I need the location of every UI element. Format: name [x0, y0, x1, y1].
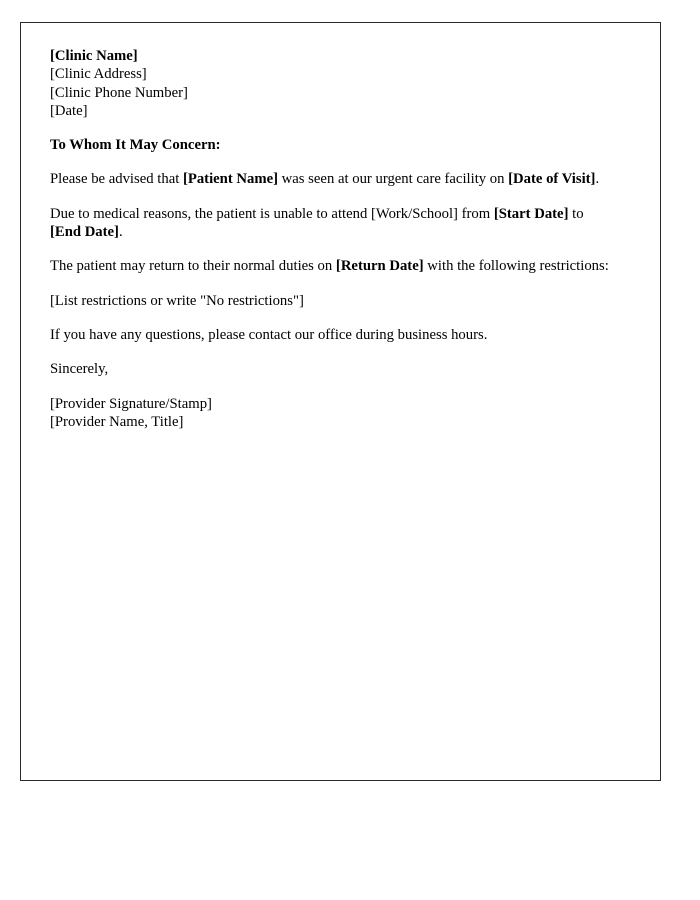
absence-text-part1: Due to medical reasons, the patient is unable to attend	[50, 205, 371, 222]
placeholder-date-of-visit: [Date of Visit]	[508, 171, 596, 188]
salutation: To Whom It May Concern:	[50, 137, 221, 154]
closing: Sincerely,	[50, 361, 109, 378]
placeholder-start-date: [Start Date]	[493, 205, 569, 222]
provider-name-title: [Provider Name, Title]	[50, 413, 184, 430]
visit-text-part1: Please be advised that	[50, 171, 183, 188]
paragraph-return	[50, 257, 612, 275]
return-text-part2: with the following restrictions:	[423, 258, 609, 275]
clinic-name: [Clinic Name]	[50, 48, 138, 64]
placeholder-work-school: [Work/School]	[371, 205, 458, 222]
provider-signature-stamp: [Provider Signature/Stamp]	[50, 395, 212, 412]
absence-text-part4: .	[118, 224, 123, 241]
placeholder-end-date: [End Date]	[50, 224, 119, 241]
absence-text-part3: to	[568, 205, 588, 222]
document-page	[20, 22, 661, 781]
placeholder-patient-name: [Patient Name]	[182, 171, 278, 188]
paragraph-absence	[50, 205, 612, 242]
placeholder-return-date: [Return Date]	[335, 258, 424, 275]
paragraph-questions: If you have any questions, please contact our office during business hours.	[50, 326, 488, 343]
clinic-header-block	[50, 47, 612, 120]
visit-text-part2: was seen at our urgent care facility on	[278, 171, 509, 188]
clinic-phone-number: [Clinic Phone Number]	[50, 84, 188, 101]
paragraph-restrictions: [List restrictions or write "No restrictions"]	[50, 292, 304, 309]
absence-text-part2: from	[457, 205, 494, 222]
visit-text-part3: .	[595, 171, 600, 188]
clinic-address: [Clinic Address]	[50, 66, 147, 83]
paragraph-visit	[50, 170, 612, 188]
return-text-part1: The patient may return to their normal duties on	[50, 258, 336, 275]
letter-date: [Date]	[50, 102, 88, 119]
signature-block	[50, 395, 612, 432]
letter-content	[50, 47, 612, 431]
